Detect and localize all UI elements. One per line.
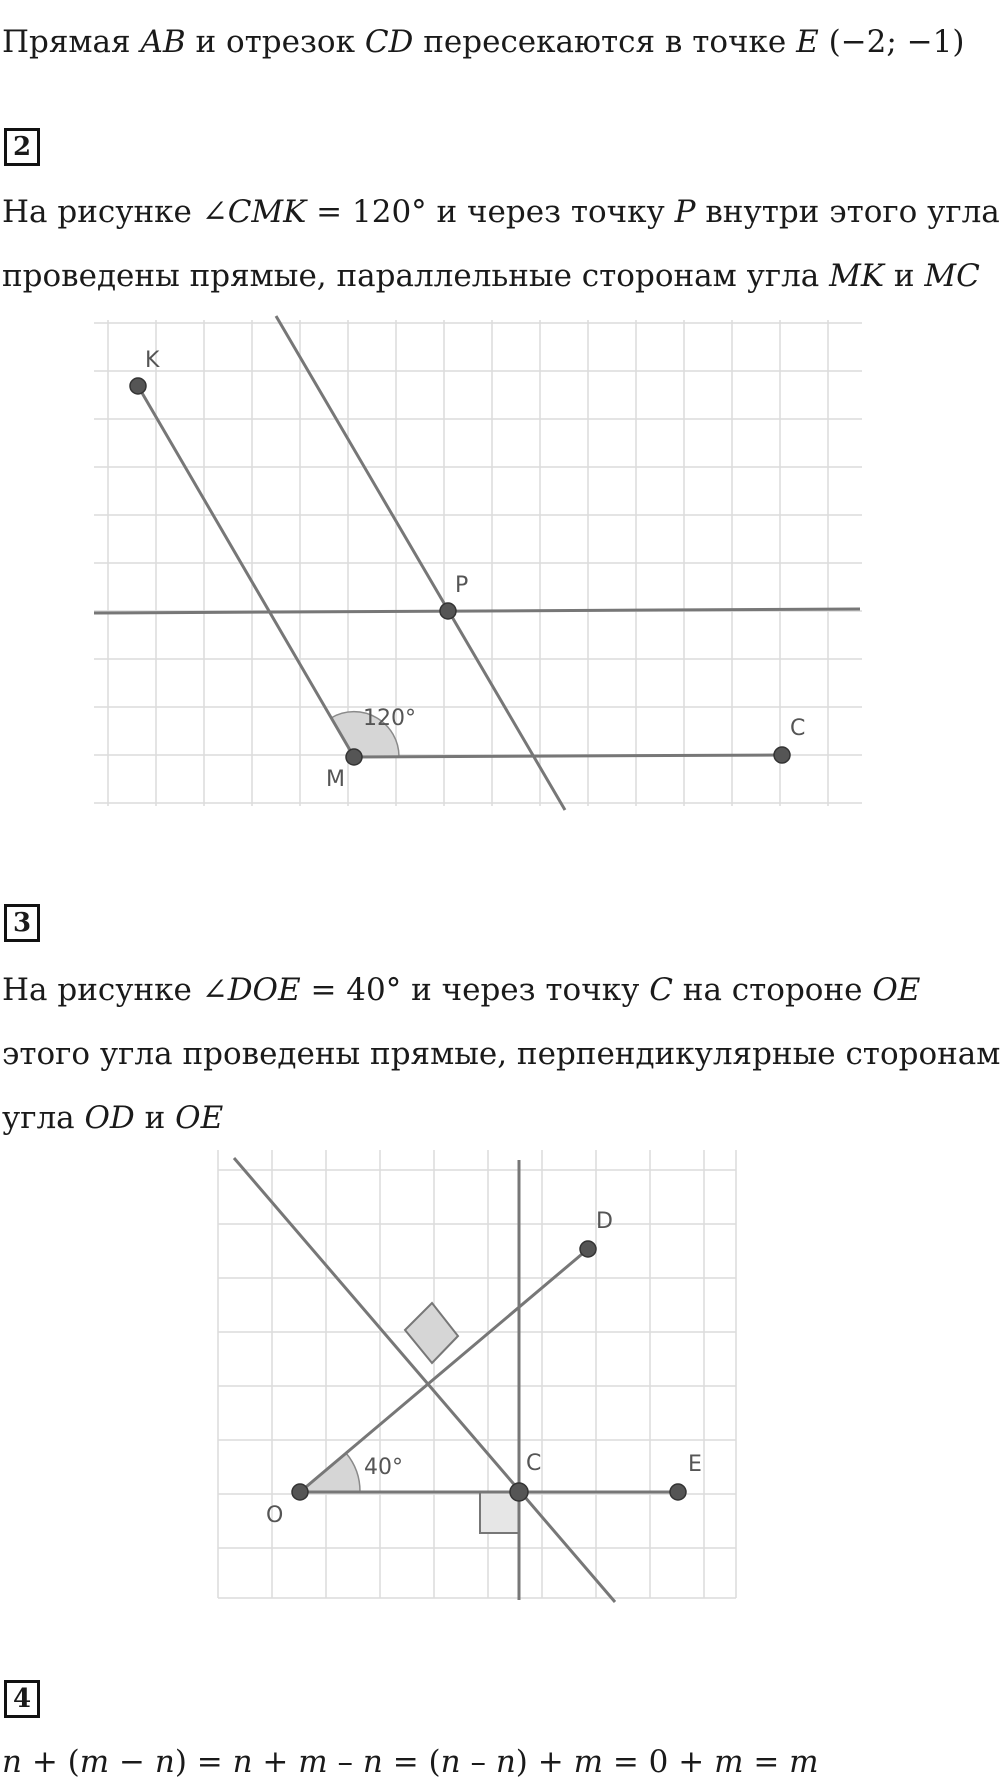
label-angle-120: 120° [363,706,416,731]
point-c3 [510,1483,528,1501]
task-3-text-c: угла OD и OE [2,1100,224,1136]
point-p [440,603,456,619]
point-d [580,1241,596,1257]
point-o [292,1484,308,1500]
task-3-grid [218,1150,736,1598]
line-horizontal-through-p [94,609,860,613]
segment-mk [138,386,354,757]
task-3-number: 3 [4,904,40,942]
point-c [774,747,790,763]
label-c3: C [526,1451,542,1476]
task-3-text-a: На рисунке ∠DOE = 40° и через точку C на стороне OE [2,972,921,1008]
task-4-number: 4 [4,1680,40,1718]
segment-mc [354,755,782,757]
label-o: O [266,1503,284,1528]
point-k [130,378,146,394]
label-p: P [455,573,469,598]
label-d: D [596,1209,613,1234]
label-e: E [688,1452,702,1477]
label-k: K [145,348,160,373]
label-angle-40: 40° [364,1455,403,1480]
task-2-text-a: На рисунке ∠CMK = 120° и через точку P внутри этого угла [2,194,1000,230]
task-4-formula: n + (m − n) = n + m – n = (n – n) + m = 0 + m = m [2,1744,819,1780]
intro-line: Прямая AB и отрезок CD пересекаются в точке E (−2; −1) [2,24,965,60]
point-e [670,1484,686,1500]
label-m: M [326,767,345,792]
label-c: C [790,716,806,741]
right-angle-mark-od [405,1303,458,1363]
task-2-grid [94,320,862,806]
point-m [346,749,362,765]
task-2-text-b: проведены прямые, параллельные сторонам угла MK и MC [2,258,980,294]
task-3-text-b: этого угла проведены прямые, перпендикулярные сторонам [2,1036,1000,1072]
task-2-number: 2 [4,128,40,166]
